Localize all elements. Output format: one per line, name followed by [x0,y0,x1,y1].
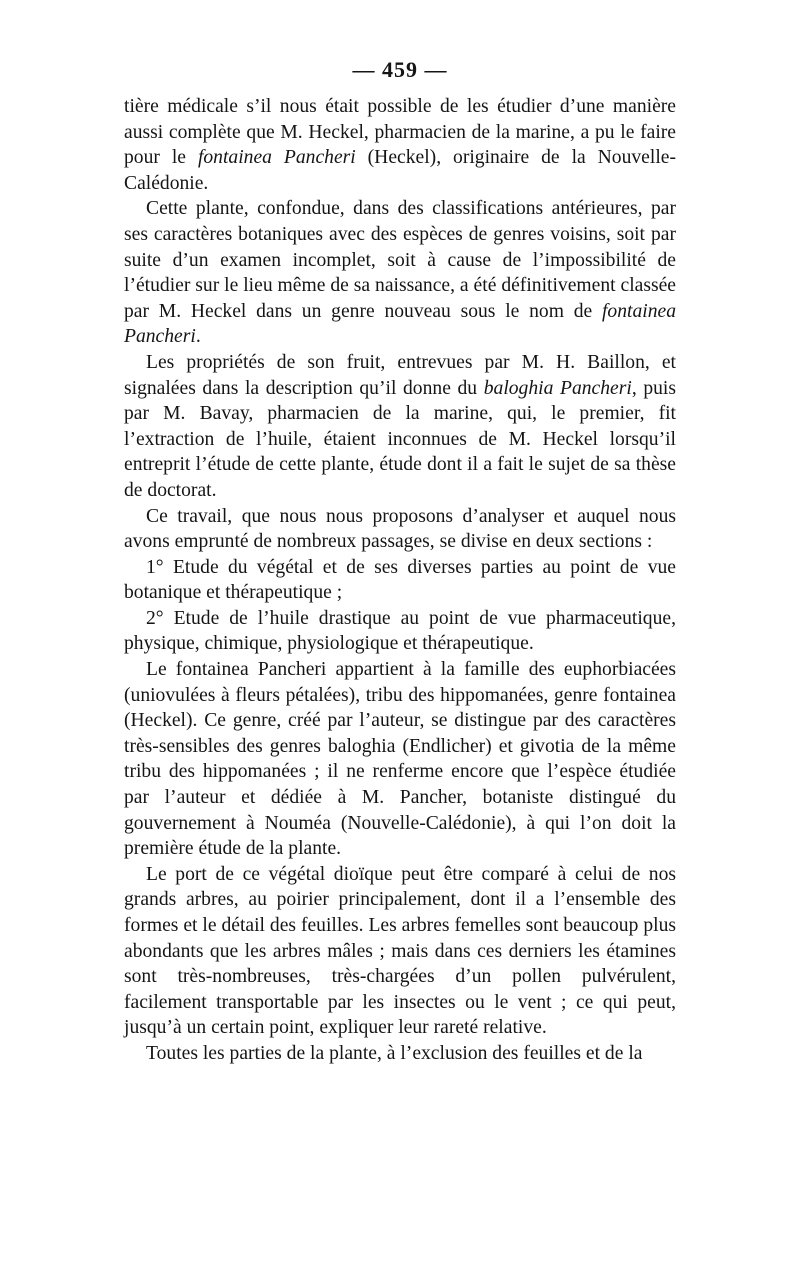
list-item-section-2 [124,606,676,657]
italic-term: baloghia Pancheri [483,377,632,399]
paragraph [124,504,676,555]
document-page [124,56,676,1067]
text-run: 1° Etude du végétal et de ses diverses parties au point de vue botanique et thérapeutique ; [124,556,676,604]
paragraph-truncated [124,1041,676,1067]
text-run: 2° Etude de l’huile drastique au point de vue pharmaceutique, physique, chimique, physiologique et thérapeutique. [124,607,676,655]
paragraph [124,862,676,1041]
text-run: Le fontainea Pancheri appartient à la famille des euphorbiacées (uniovulées à fleurs pétalées), tribu des hippomanées, genre fontainea (Heckel). Ce genre, créé par l’auteur, se distingue par des caractères très-sensibles des genres baloghia (Endlicher) et givotia de la même tribu des hippomanées ; il ne renferme encore que l’espèce étudiée par l’auteur et dédiée à M. Pancher, botaniste distingué du gouvernement à Nouméa (Nouvelle-Calédonie), à qui l’on doit la première étude de la plante. [124,659,676,860]
paragraph [124,196,676,350]
text-run: Ce travail, que nous nous proposons d’analyser et auquel nous avons emprunté de nombreux passages, se divise en deux sections : [124,505,676,553]
text-run: , puis par M. Bavay, pharmacien de la marine, qui, le premier, fit l’extraction de l’huile, étaient inconnues de M. Heckel lorsqu’il entreprit l’étude de cette plante, étude dont il a fait le sujet de sa thèse de doctorat. [124,377,677,501]
italic-term: fontainea Pancheri [197,147,356,169]
text-run: . [195,326,201,348]
text-run: (Heckel), originaire de la Nouvelle-Calédonie. [124,147,676,194]
text-run: Toutes les parties de la plante, à l’exclusion des feuilles et de la [146,1042,643,1064]
text-run: tière médicale s’il nous était possible de les étudier d’une manière aussi complète que M. Heckel, pharmacien de la marine, a pu le faire pour le [124,96,676,169]
text-run: Le port de ce végétal dioïque peut être comparé à celui de nos grands arbres, au poirier principalement, dont il a l’ensemble des formes et le détail des feuilles. Les arbres femelles sont beaucoup plus abondants que les arbres mâles ; mais dans ces derniers les étamines sont très-nombreuses, très-chargées d’un pollen pulvérulent, facilement transportable par les insectes ou le vent ; ce qui peut, jusqu’à un certain point, expliquer leur rareté relative. [124,863,676,1039]
paragraph [124,350,676,504]
list-item-section-1 [124,555,676,606]
page-number: — 459 — [352,57,448,82]
paragraph [124,657,676,862]
text-run: Cette plante, confondue, dans des classifications antérieures, par ses caractères botaniques avec des espèces de genres voisins, soit par suite d’un examen incomplet, soit à cause de l’impossibilité de l’étudier sur le lieu même de sa naissance, a été définitivement classée par M. Heckel dans un genre nouveau sous le nom de [124,198,676,322]
paragraph-continuation [124,94,676,196]
text-run: Les propriétés de son fruit, entrevues par M. H. Baillon, et signalées dans la description qu’il donne du [124,351,676,399]
italic-term: fontainea Pancheri [124,300,676,348]
